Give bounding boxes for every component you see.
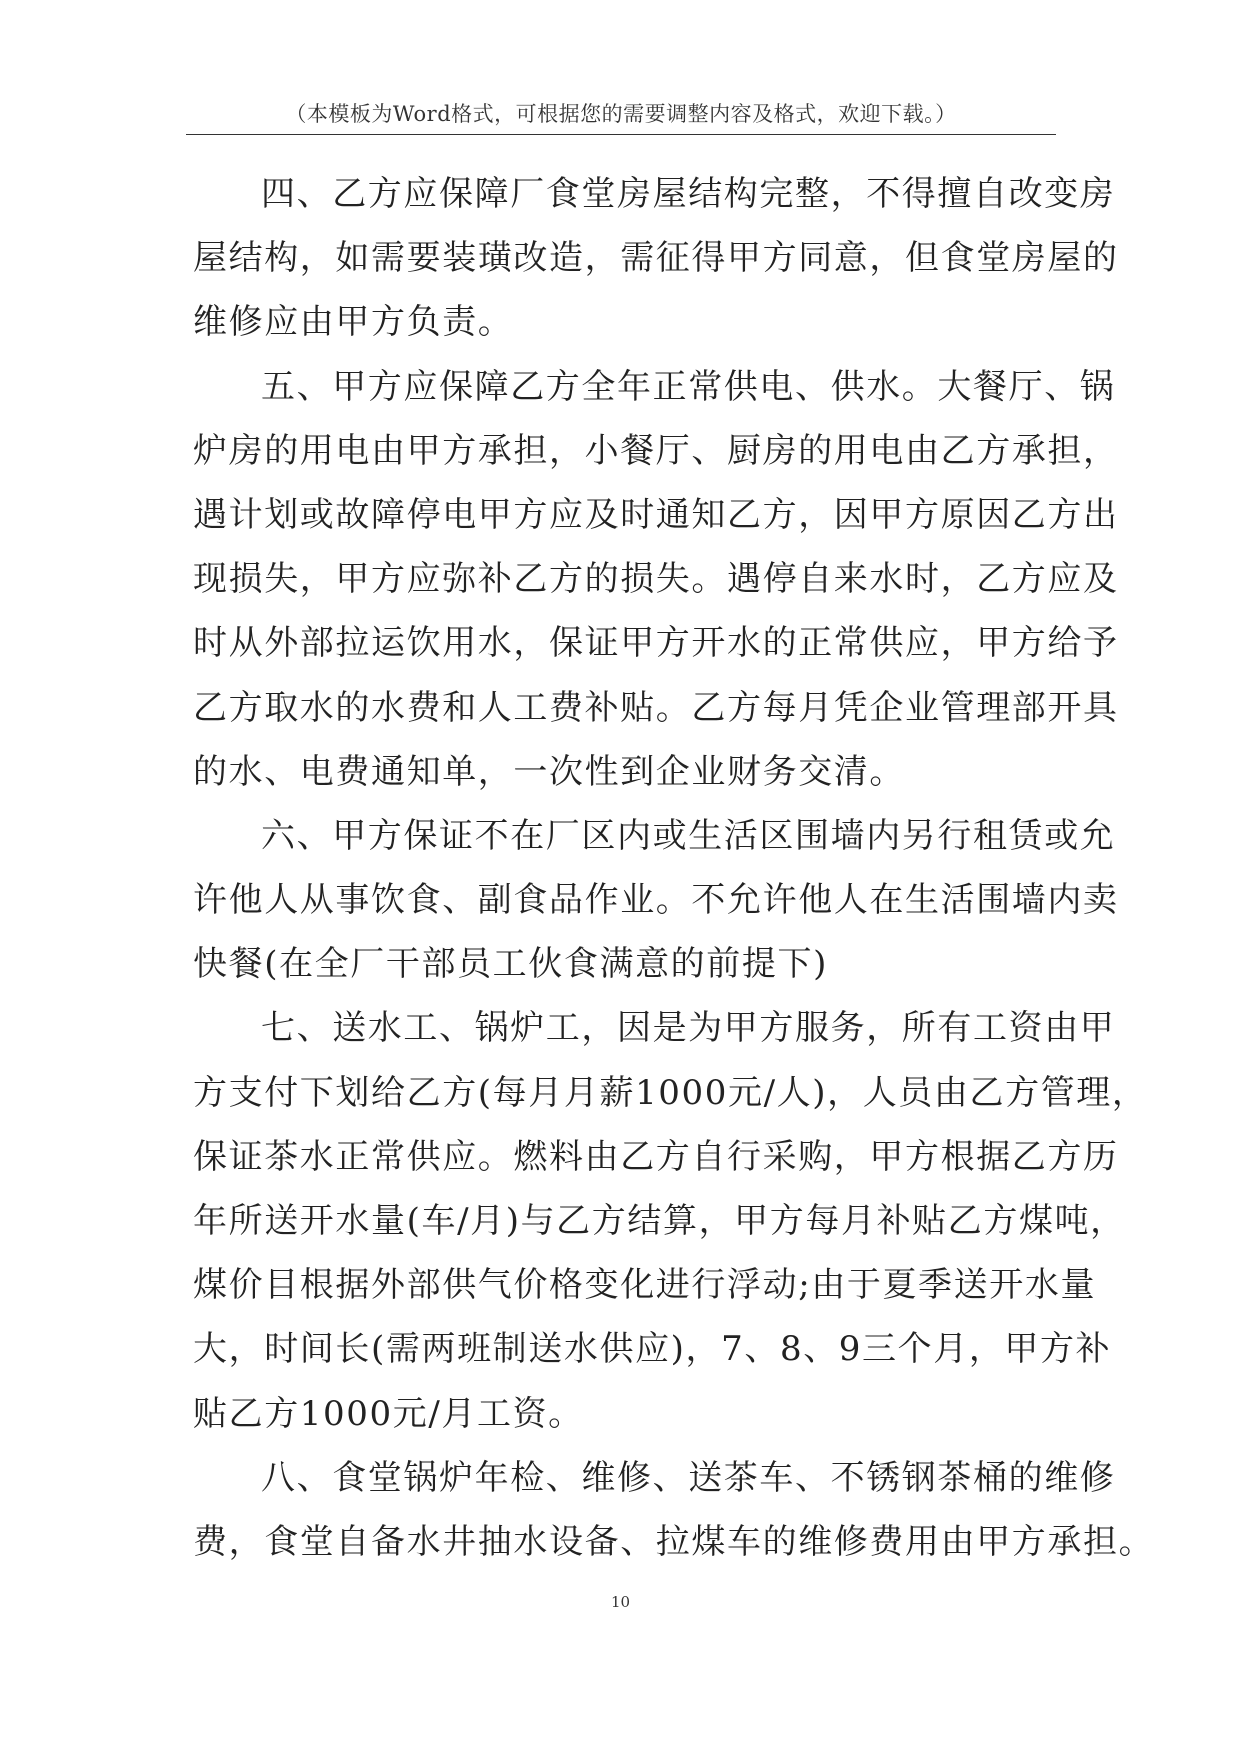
paragraph-line: 大，时间长(需两班制送水供应)，7、8、9三个月，甲方补: [193, 1329, 1112, 1370]
paragraph-line: 炉房的用电由甲方承担，小餐厅、厨房的用电由乙方承担，: [193, 430, 1119, 471]
paragraph-line: 快餐(在全厂干部员工伙食满意的前提下): [193, 944, 828, 985]
paragraph-line: 遇计划或故障停电甲方应及时通知乙方，因甲方原因乙方出: [193, 494, 1119, 535]
paragraph-line: 贴乙方1000元/月工资。: [193, 1393, 584, 1434]
paragraph-line: 年所送开水量(车/月)与乙方结算，甲方每月补贴乙方煤吨，: [193, 1201, 1126, 1241]
paragraph-line: 屋结构，如需要装璜改造，需征得甲方同意，但食堂房屋的: [193, 238, 1119, 279]
paragraph-line: 的水、电费通知单，一次性到企业财务交清。: [193, 751, 905, 792]
paragraph-first-line: 七、送水工、锅炉工，因是为甲方服务，所有工资由甲: [261, 1008, 1116, 1049]
paragraph-line: 方支付下划给乙方(每月月薪1000元/人)，人员由乙方管理，: [193, 1072, 1148, 1113]
paragraph-line: 维修应由甲方负责。: [193, 302, 514, 343]
paragraph-first-line: 八、食堂锅炉年检、维修、送茶车、不锈钢茶桶的维修: [261, 1457, 1116, 1498]
paragraph-line: 保证茶水正常供应。燃料由乙方自行采购，甲方根据乙方历: [193, 1136, 1119, 1177]
paragraph-first-line: 五、甲方应保障乙方全年正常供电、供水。大餐厅、锅: [261, 366, 1116, 407]
paragraph-line: 许他人从事饮食、副食品作业。不允许他人在生活围墙内卖: [193, 880, 1119, 921]
page-number: 10: [610, 1593, 631, 1611]
paragraph-line: 费，食堂自备水井抽水设备、拉煤车的维修费用由甲方承担。: [193, 1521, 1155, 1562]
document-body: [193, 162, 1155, 1574]
paragraph-first-line: 六、甲方保证不在厂区内或生活区围墙内另行租赁或允: [261, 815, 1116, 856]
paragraph-line: 乙方取水的水费和人工费补贴。乙方每月凭企业管理部开具: [193, 687, 1119, 728]
header-rule: [186, 134, 1056, 135]
paragraph-first-line: 四、乙方应保障厂食堂房屋结构完整，不得擅自改变房: [261, 174, 1116, 214]
paragraph-line: 时从外部拉运饮用水，保证甲方开水的正常供应，甲方给予: [193, 623, 1119, 664]
paragraph-line: 煤价目根据外部供气价格变化进行浮动;由于夏季送开水量: [193, 1265, 1097, 1306]
header-note: （本模板为Word格式，可根据您的需要调整内容及格式，欢迎下载。）: [285, 102, 957, 126]
paragraph-line: 现损失，甲方应弥补乙方的损失。遇停自来水时，乙方应及: [193, 559, 1119, 600]
